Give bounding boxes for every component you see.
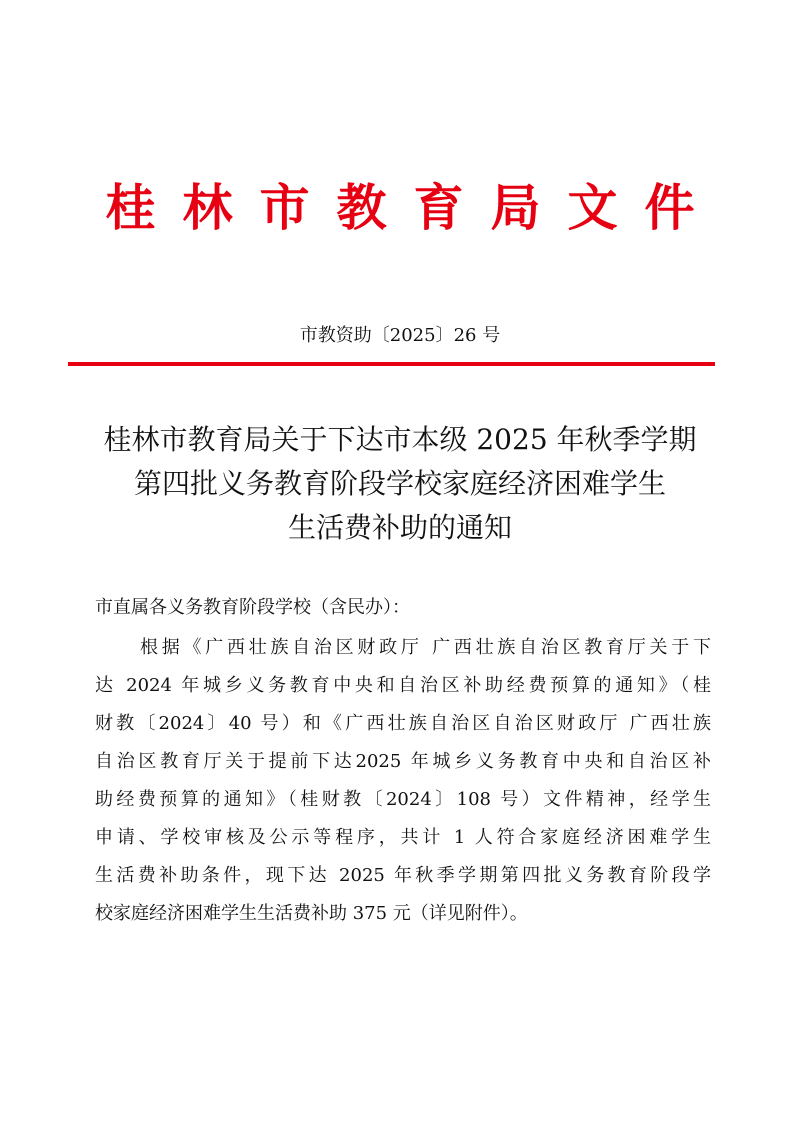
paragraph-line-5: 助经费预算的通知》（桂财教〔2024〕108 号）文件精神，经学生 [95,789,711,810]
paragraph-line-3: 财教〔2024〕40 号）和《广西壮族自治区自治区财政厅 广西壮族 [95,713,711,734]
notice-title-line-1: 桂林市教育局关于下达市本级 2025 年秋季学期 [103,423,697,456]
red-divider-line [68,362,715,366]
salutation: 市直属各义务教育阶段学校（含民办）： [95,597,410,618]
paragraph-line-4: 自治区教育厅关于提前下达2025 年城乡义务教育中央和自治区补 [95,751,711,772]
document-header-title: 桂林市教育局文件 [105,179,722,237]
document-number: 市教资助〔2025〕26 号 [299,325,501,346]
paragraph-line-1: 根据《广西壮族自治区财政厅 广西壮族自治区教育厅关于下 [140,637,711,658]
notice-title-line-2: 第四批义务教育阶段学校家庭经济困难学生 [133,467,666,500]
paragraph-line-6: 申请、学校审核及公示等程序，共计 1 人符合家庭经济困难学生 [95,827,711,848]
notice-title-line-3: 生活费补助的通知 [287,511,512,544]
paragraph-line-7: 生活费补助条件，现下达 2025 年秋季学期第四批义务教育阶段学 [95,865,711,886]
notice-title [60,418,740,550]
paragraph-line-8: 校家庭经济困难学生生活费补助 375 元（详见附件）。 [95,903,528,924]
body-paragraph [95,636,711,940]
paragraph-line-2: 达 2024 年城乡义务教育中央和自治区补助经费预算的通知》（桂 [95,675,711,696]
